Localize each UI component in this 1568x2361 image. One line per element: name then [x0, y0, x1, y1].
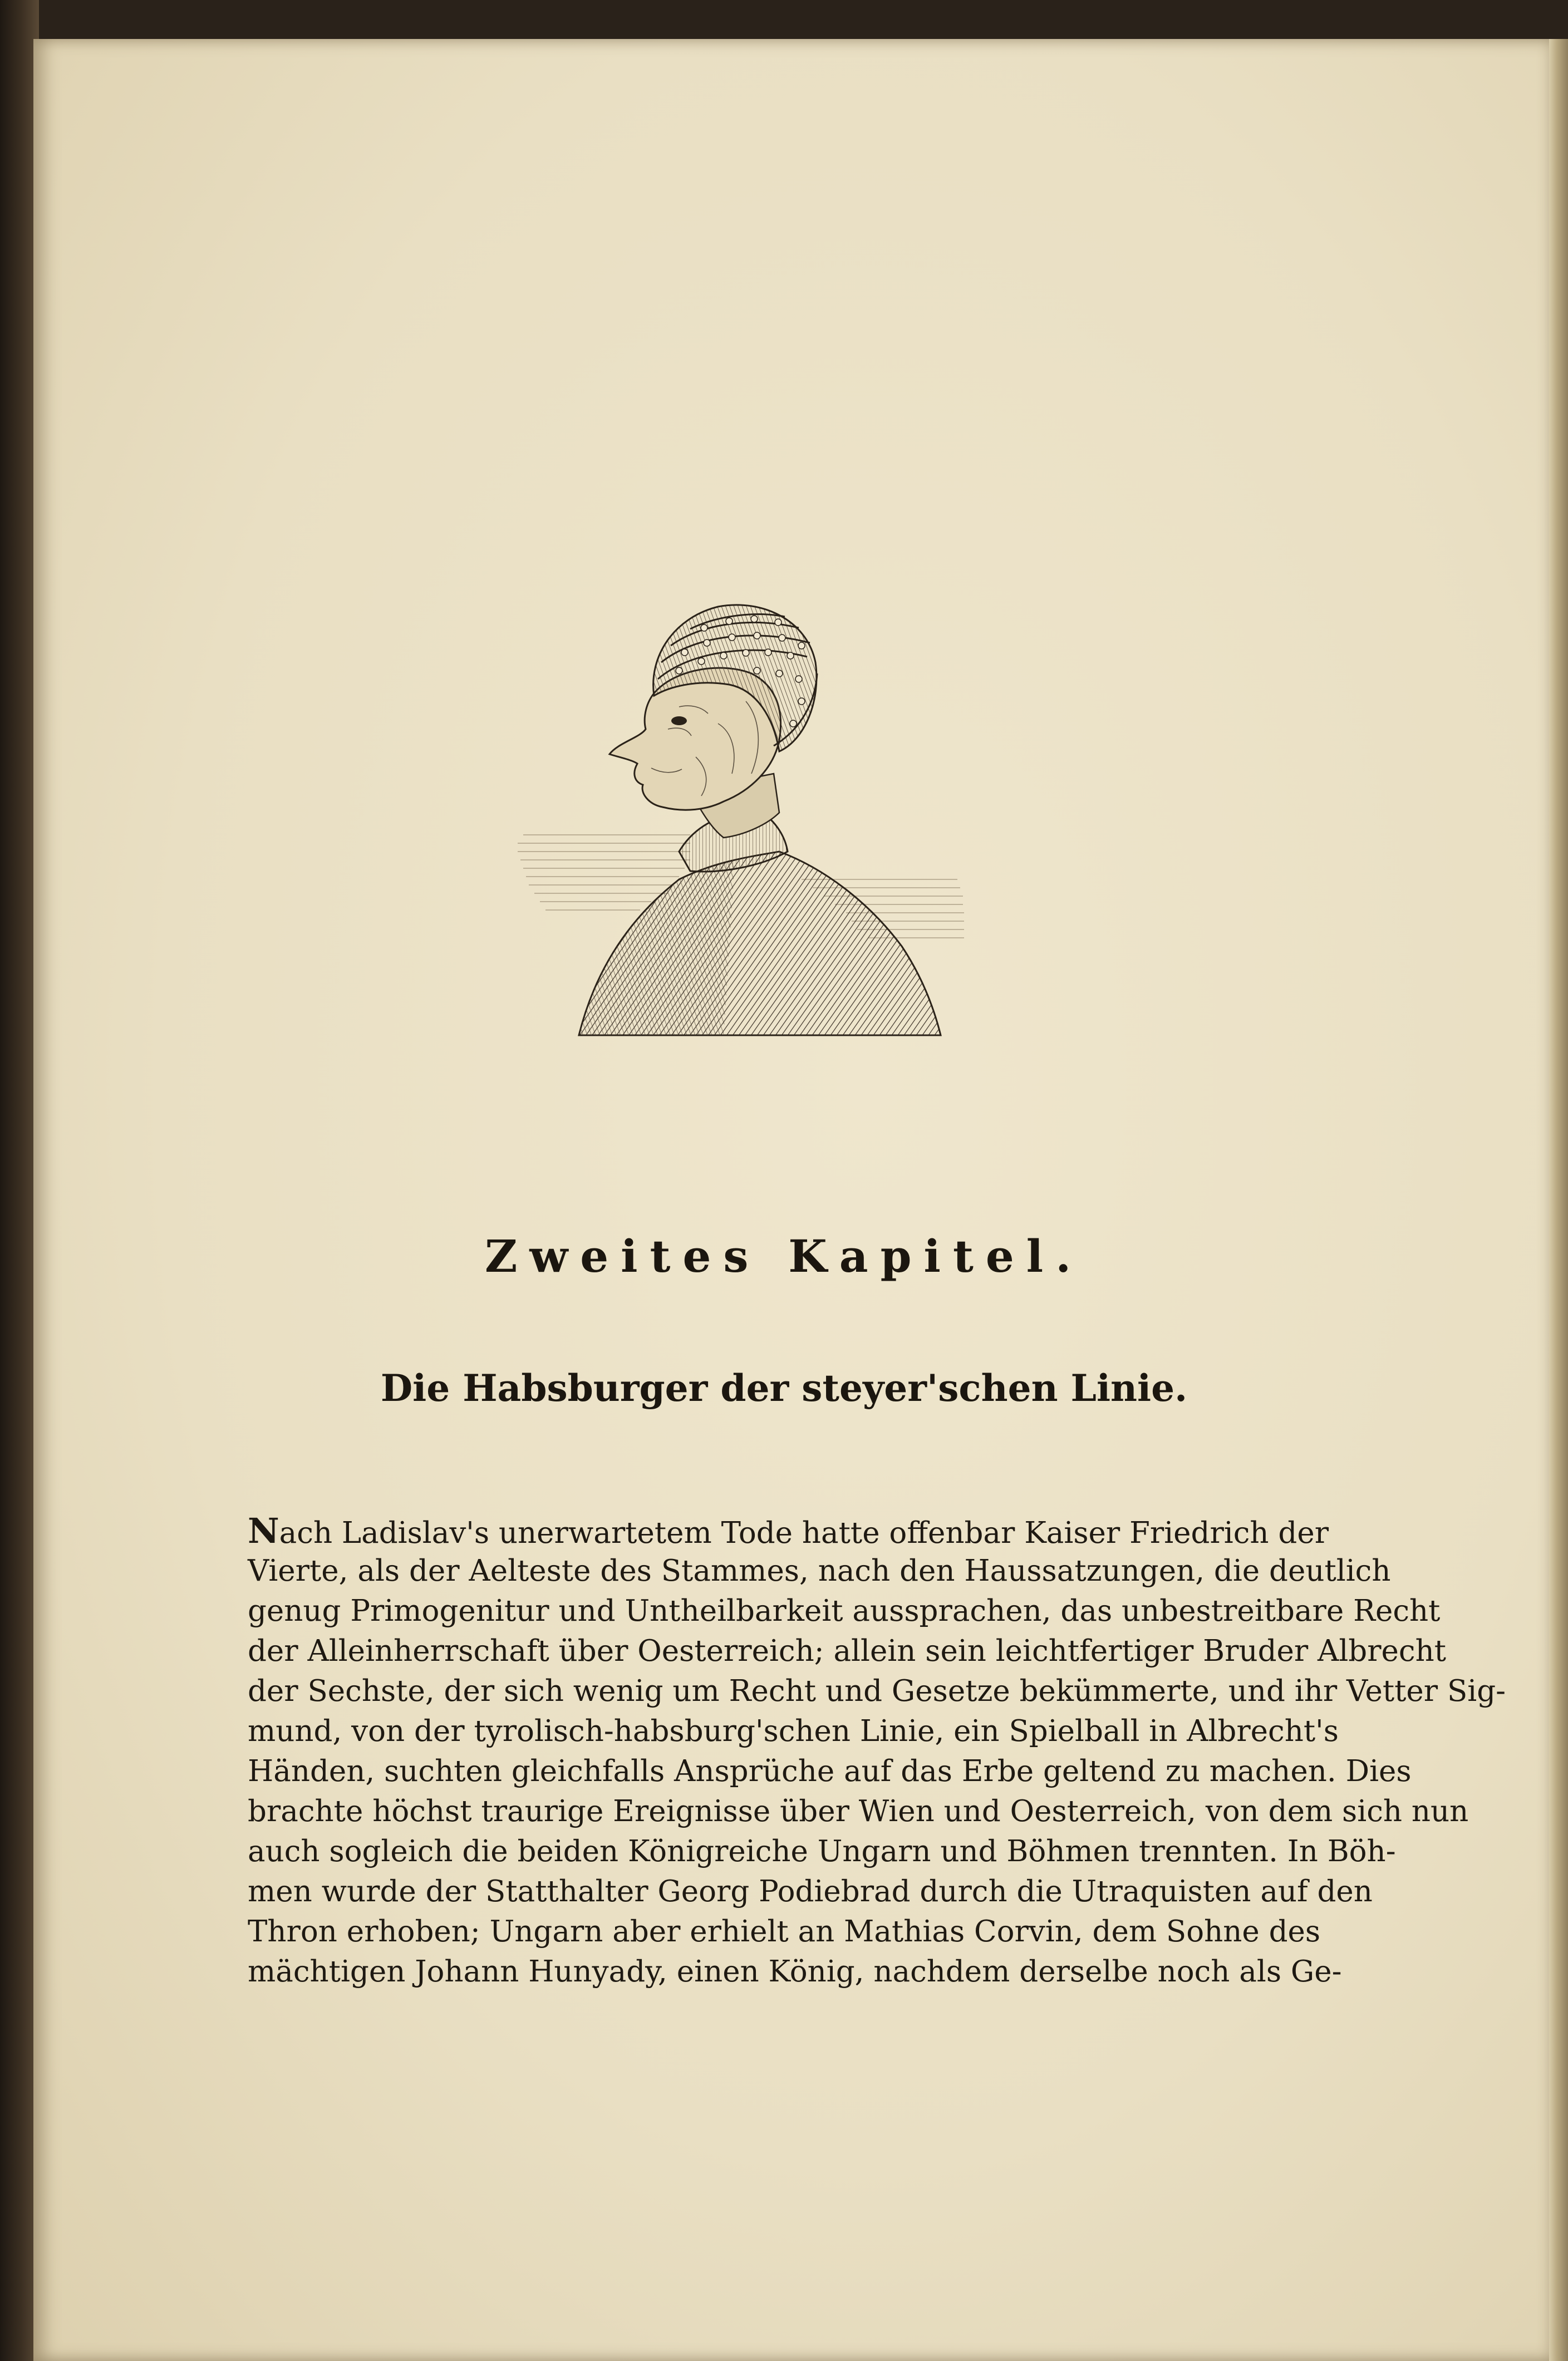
text-line: auch sogleich die beiden Königreiche Ungarn und Böhmen trennten. In Böh-	[248, 1834, 1396, 1868]
text-line: der Sechste, der sich wenig um Recht und Gesetze bekümmerte, und ihr Vetter Sig-	[248, 1674, 1506, 1708]
text-line: der Alleinherrschaft über Oesterreich; allein sein leichtfertiger Bruder Albrecht	[248, 1634, 1447, 1668]
text-line: mund, von der tyrolisch-habsburg'schen Linie, ein Spielball in Albrecht's	[248, 1714, 1339, 1748]
text-line: Vierte, als der Aelteste des Stammes, nach den Haussatzungen, die deutlich	[248, 1554, 1391, 1588]
text-line: Nach Ladislav's unerwartetem Tode hatte offenbar Kaiser Friedrich der	[248, 1511, 1329, 1551]
text-line: Thron erhoben; Ungarn aber erhielt an Mathias Corvin, dem Sohne des	[248, 1915, 1321, 1949]
text-line: men wurde der Statthalter Georg Podiebrad durch die Utraquisten auf den	[248, 1875, 1373, 1909]
text-line: mächtigen Johann Hunyady, einen König, nachdem derselbe noch als Ge-	[248, 1955, 1342, 1989]
portrait-engraving-icon	[512, 590, 969, 1041]
text-line: brachte höchst traurige Ereignisse über Wien und Oesterreich, von dem sich nun	[248, 1794, 1469, 1828]
drop-cap: N	[248, 1511, 279, 1551]
page-fore-edge	[1549, 39, 1568, 2361]
chapter-title: Zweites Kapitel.	[484, 1230, 1084, 1282]
text-line: Händen, suchten gleichfalls Ansprüche auf das Erbe geltend zu machen. Dies	[248, 1754, 1412, 1788]
chapter-subtitle: Die Habsburger der steyer'schen Linie.	[380, 1366, 1188, 1410]
body-paragraph	[248, 1511, 1506, 1992]
text-line: genug Primogenitur und Untheilbarkeit aussprachen, das unbestreitbare Recht	[248, 1594, 1441, 1628]
